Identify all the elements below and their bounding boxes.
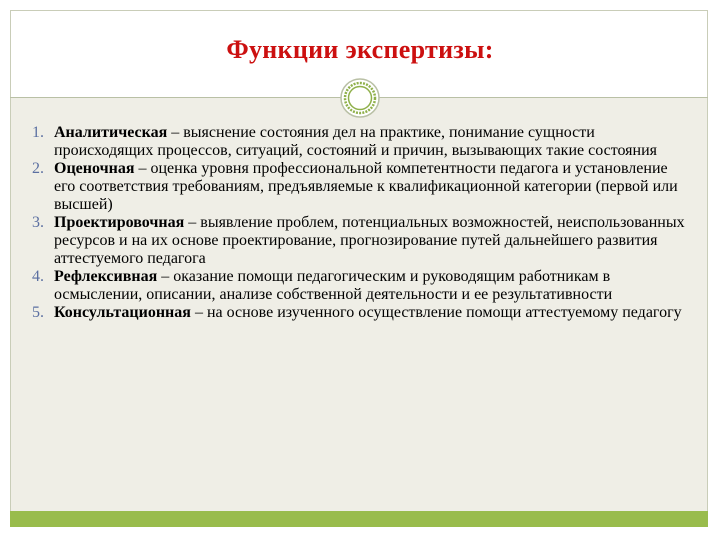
item-description: – на основе изученного осуществление помощи аттестуемому педагогу [190, 304, 682, 321]
function-list [32, 124, 692, 322]
item-number: 4. [32, 268, 44, 285]
item-number: 3. [32, 214, 44, 231]
item-term: Проектировочная [54, 214, 185, 231]
item-description: – выяснение состояния дел на практике, понимание сущности происходящих процессов, ситуаций, состояний и причин, вызывающих такие состояния [54, 124, 658, 159]
list-item [32, 160, 692, 214]
item-number: 5. [32, 304, 44, 321]
item-term: Аналитическая [54, 124, 168, 141]
item-term: Консультационная [54, 304, 191, 321]
list-item [32, 268, 692, 304]
item-number: 2. [32, 160, 44, 177]
slide-title: Функции экспертизы: [226, 35, 494, 64]
circle-wreath-icon [339, 77, 381, 119]
list-item [32, 124, 692, 160]
bottom-accent-bar [10, 511, 708, 527]
list-item [32, 214, 692, 268]
item-term: Оценочная [54, 160, 135, 177]
item-description: – оценка уровня профессиональной компетентности педагога и установление его соответствия требованиям, предъявляемые к квалификационной категории (первой или высшей) [54, 160, 678, 213]
item-description: – оказание помощи педагогическим и руководящим работникам в осмыслении, описании, анализе собственной деятельности и ее результативности [54, 268, 613, 303]
item-term: Рефлексивная [54, 268, 158, 285]
list-item [32, 304, 692, 322]
item-number: 1. [32, 124, 44, 141]
item-description: – выявление проблем, потенциальных возможностей, неиспользованных ресурсов и на их основе проектирование, прогнозирование путей дальнейшего развития аттестуемого педагога [54, 214, 685, 267]
